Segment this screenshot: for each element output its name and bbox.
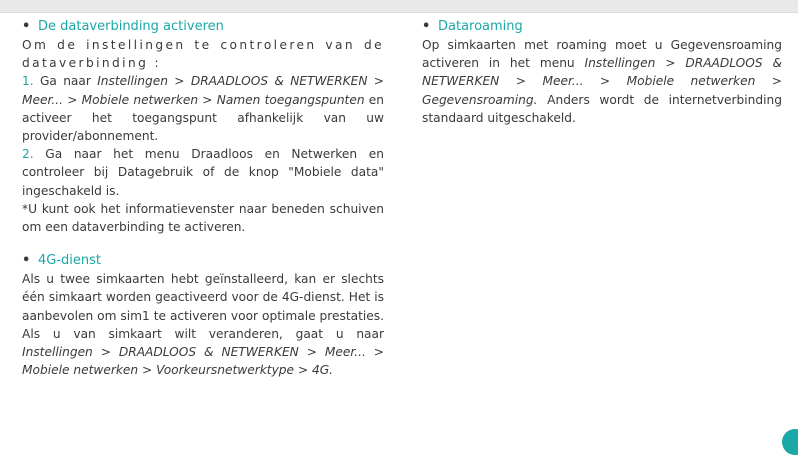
step-1-number: 1.	[22, 74, 34, 89]
bullet-icon: •	[22, 253, 31, 269]
dienst4g-text-path: Instellingen > DRAADLOOS & NETWERKEN > Meer... > Mobiele netwerken > Voorkeursnetwerktype > 4G.	[22, 345, 384, 378]
right-column	[422, 18, 782, 127]
section-title-dataverbinding: De dataverbinding activeren	[38, 19, 224, 34]
dataroaming-text	[422, 36, 782, 127]
step-2-number: 2.	[22, 147, 34, 162]
section-heading-4g	[22, 252, 384, 270]
top-bar	[0, 0, 798, 13]
dataverbinding-step-2	[22, 145, 384, 200]
dienst4g-text	[22, 270, 384, 379]
dataroaming-text-pre: Op simkaarten met roaming moet u Gegevensroaming activeren in het menu	[422, 38, 782, 71]
dataroaming-text-post: Anders wordt de internetverbinding standaard uitgeschakeld.	[422, 92, 782, 125]
left-column	[22, 18, 384, 379]
step-1-path: Instellingen > DRAADLOOS & NETWERKEN > Meer... > Mobiele netwerken > Namen toegangspunten	[22, 74, 385, 107]
dataverbinding-step-1	[22, 72, 384, 145]
corner-badge-icon	[782, 429, 798, 455]
section-title-4g: 4G-dienst	[38, 253, 102, 269]
dataroaming-text-path: Instellingen > DRAADLOOS & NETWERKEN > Meer... > Mobiele netwerken > Gegevensroaming.	[422, 56, 782, 107]
bullet-icon: •	[22, 19, 31, 34]
bullet-icon: •	[422, 19, 431, 34]
dataverbinding-note: *U kunt ook het informatievenster naar beneden schuiven om een dataverbinding te activeren.	[22, 201, 384, 235]
step-1-post: en activeer het toegangspunt afhankelijk van uw provider/abonnement.	[22, 92, 384, 144]
step-1-pre: Ga naar	[39, 74, 98, 89]
dienst4g-text-pre: Als u twee simkaarten hebt geïnstalleerd, kan er slechts één simkaart worden geactiveerd voor de 4G-dienst. Het is aanbevolen om sim1 te activeren voor optimale prestaties. Als u van simkaart wilt veranderen, gaat u naar	[22, 272, 384, 341]
section-heading-dataverbinding	[22, 18, 384, 36]
dataverbinding-intro: Om de instellingen te controleren van de dataverbinding :	[22, 38, 384, 71]
section-title-dataroaming: Dataroaming	[438, 19, 523, 34]
step-2-text: Ga naar het menu Draadloos en Netwerken en controleer bij Datagebruik of de knop "Mobiele data" ingeschakeld is.	[22, 147, 384, 198]
section-heading-dataroaming	[422, 18, 782, 36]
